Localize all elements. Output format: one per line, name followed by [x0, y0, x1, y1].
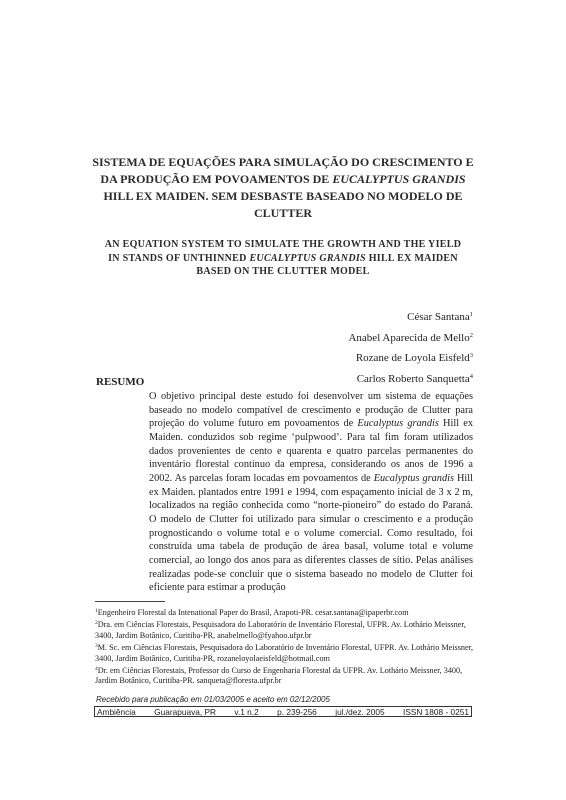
title-english [80, 238, 486, 279]
abstract-body [149, 390, 473, 595]
author-list [348, 306, 473, 388]
footnote [95, 618, 475, 641]
abstract-text: O objetivo principal deste estudo foi desenvolver um sistema de equações baseado no modelo compatível de crescimento e produção de Clutter para projeção do volume futuro em povoamentos de [149, 391, 473, 430]
journal-name: Ambiência [97, 707, 136, 717]
author-name: Rozane de Loyola Eisfeld [355, 352, 470, 364]
title-en-species: EUCALYPTUS GRANDIS [249, 252, 366, 264]
title-pt-species: EUCALYPTUS GRANDIS [332, 172, 466, 186]
footnote-number: 1 [95, 608, 98, 614]
title-en-line-1: AN EQUATION SYSTEM TO SIMULATE THE GROWTH AND THE YIELD [104, 239, 462, 250]
author-name: César Santana [407, 311, 470, 323]
author [348, 306, 473, 327]
footnote-text: Dra. em Ciências Florestais, Pesquisadora do Laboratório de Inventário Florestal, UFPR. Av. Lothário Meissner, 3400, Jardim Botânico, Curitiba-PR, anabelmello@fyahoo.ufpr.br [95, 620, 466, 640]
title-en-line-3: BASED ON THE CLUTTER MODEL [196, 266, 370, 277]
title-pt-line-1: SISTEMA DE EQUAÇÕES PARA SIMULAÇÃO DO CRESCIMENTO E [92, 155, 474, 169]
footnote-divider [95, 601, 165, 602]
footnote-text: Dr. em Ciências Florestais, Professor do Curso de Engenharia Florestal da UFPR. Av. Lothário Meissner, 3400, Jardim Botânico, Curitiba-PR. sanqueta@floresta.ufpr.br [95, 666, 463, 686]
title-portuguese [80, 154, 486, 222]
footnote [95, 664, 475, 687]
author [348, 327, 473, 348]
author [348, 347, 473, 368]
author-note: 2 [469, 331, 473, 339]
abstract-species: Eucalyptus grandis [357, 418, 439, 430]
abstract-text: Hill ex Maiden. conduzidos sob regime ‘pulpwood’. Para tal fim foram utilizados dados provenientes de cento e quarenta e quatro parcelas permanentes do inventário florestal contínuo da empresa, considerando os anos de 1996 a 2002. As parcelas foram locadas em povoamentos de [149, 418, 474, 484]
journal-volume: v.1 n.2 [234, 707, 259, 717]
title-pt-line-2-prefix: DA PRODUÇÃO EM POVOAMENTOS DE [100, 172, 333, 186]
footnote [95, 606, 475, 618]
footnote-number: 3 [95, 643, 98, 650]
journal-city: Guarapuava, PR [154, 707, 216, 717]
abstract-text: Hill ex Maiden. plantados entre 1991 e 1994, com espaçamento inicial de 3 x 2 m, localizados na região conhecida como “norte-pioneiro” do estado do Paraná. O modelo de Clutter foi utilizado para simular o crescimento e a produção prognosticando o volume total e o volume comercial. Como resultado, foi construída uma tabela de produção de área basal, volume total e volume comercial, ao longo dos anos para as diferentes classes de sítio. Pelas análises realizadas pode-se concluir que o sistema baseado no modelo de Clutter foi eficiente para estimar a produção [149, 472, 474, 594]
author-name: Anabel Aparecida de Mello [348, 331, 470, 344]
author-note: 1 [469, 311, 473, 318]
footnote-text: M. Sc. em Ciências Florestais, Pesquisadora do Laboratório de Inventário Florestal, UFPR. Av. Lothário Meissner, 3400, Jardim Botânico, Curitiba-PR, rozaneloyolaeisfeld@hotmail.com [95, 643, 474, 663]
author-name: Carlos Roberto Sanquetta [356, 372, 470, 385]
title-en-line-2 [80, 252, 486, 266]
title-pt-line-4: CLUTTER [253, 206, 312, 220]
footnote-text: Engenheiro Florestal da Intenational Paper do Brasil, Arapoti-PR. cesar.santana@ipaperbr.com [97, 608, 409, 617]
title-pt-line-2 [80, 171, 486, 188]
journal-pages: p. 239-256 [277, 707, 317, 717]
received-date: Recebido para publicação em 01/03/2005 e aceito em 02/12/2005 [96, 695, 330, 704]
title-pt-line-3: HILL EX MAIDEN. SEM DESBASTE BASEADO NO MODELO DE [103, 189, 463, 203]
footnote [95, 641, 475, 664]
footnote-number: 2 [95, 620, 98, 627]
author-note: 4 [469, 372, 473, 380]
abstract-heading: RESUMO [96, 376, 145, 388]
author [348, 368, 473, 389]
title-en-line-2-suffix: HILL EX MAIDEN [365, 252, 458, 264]
title-en-line-2-prefix: IN STANDS OF UNTHINNED [108, 252, 250, 264]
footnote-number: 4 [95, 666, 98, 673]
journal-info-bar [94, 706, 472, 717]
journal-issn: ISSN 1808 - 0251 [403, 707, 469, 717]
footnotes [95, 606, 475, 687]
author-note: 3 [469, 352, 473, 359]
abstract-species: Eucalyptus grandis [373, 472, 454, 484]
journal-date: jul./dez. 2005 [335, 707, 385, 717]
